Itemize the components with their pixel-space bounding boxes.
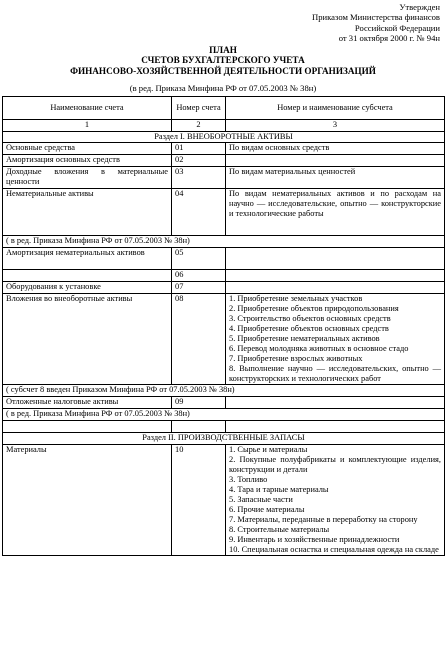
subaccount-item: 1. Сырье и материалы [229,445,308,454]
account-name: Амортизация нематериальных активов [3,248,172,270]
subaccount-item: 4. Приобретение объектов основных средств [229,324,389,333]
revision-note-row: ( в ред. Приказа Минфина РФ от 07.05.2003 № 38н) [3,236,445,248]
approval-line: от 31 октября 2000 г. № 94н [338,33,440,44]
subaccount-item: 2. Приобретение объектов природопользования [229,304,399,313]
account-number: 07 [172,282,226,294]
account-number: 05 [172,248,226,270]
table-row [3,167,445,189]
table-row [3,282,445,294]
document-title-line: СЧЕТОВ БУХГАЛТЕРСКОГО УЧЕТА [141,55,305,65]
account-number: 03 [172,167,226,189]
subaccount-item: 8. Выполнение научно — исследовательских, опытно — конструкторских и технологических работ [229,364,441,383]
table-row [3,143,445,155]
subaccount-item: 8. Строительные материалы [229,525,330,534]
section-row [3,132,445,143]
account-number: 04 [172,189,226,236]
account-number: 10 [172,445,226,556]
account-number: 02 [172,155,226,167]
subaccount [226,282,445,294]
subaccount-list [226,294,445,385]
approval-line: Утвержден [399,2,440,12]
subaccount: По видам материальных ценностей [226,167,445,189]
account-name: Оборудования к установке [3,282,172,294]
section-title: Раздел II. ПРОИЗВОДСТВЕННЫЕ ЗАПАСЫ [3,433,445,445]
subaccount-item: 3. Строительство объектов основных средств [229,314,391,323]
section-row [3,433,445,445]
table-row [3,397,445,409]
table-row [3,270,445,282]
note-row [3,409,445,421]
subaccount-item: 7. Приобретение взрослых животных [229,354,363,363]
revision-note-row: ( субсчет 8 введен Приказом Минфина РФ от 07.05.2003 № 38н) [3,385,445,397]
column-number: 1 [3,120,172,132]
approval-line: Приказом Министерства финансов [312,12,440,23]
table-row [3,421,445,433]
section-title: Раздел I. ВНЕОБОРОТНЫЕ АКТИВЫ [3,132,445,143]
column-number: 3 [226,120,445,132]
note-row [3,385,445,397]
column-header: Номер и наименование субсчета [226,97,445,120]
account-name: Основные средства [3,143,172,155]
subaccount-item: 7. Материалы, переданные в переработку на сторону [229,515,418,524]
column-number: 2 [172,120,226,132]
subaccount [226,155,445,167]
empty-cell [172,421,226,433]
subaccount-item: 10. Специальная оснастка и специальная одежда на складе [229,545,439,554]
subaccount [226,248,445,270]
table-row [3,248,445,270]
account-name: Доходные вложения в материальные ценности [3,167,172,189]
approval-block [240,2,440,44]
subaccount [226,397,445,409]
document-title-line: ФИНАНСОВО-ХОЗЯЙСТВЕННОЙ ДЕЯТЕЛЬНОСТИ ОРГАНИЗАЦИЙ [70,66,376,76]
subaccount-item: 1. Приобретение земельных участков [229,294,363,303]
column-header: Номер счета [172,97,226,120]
subaccount-item: 4. Тара и тарные материалы [229,485,329,494]
subaccount [226,270,445,282]
subaccount: По видам нематериальных активов и по расходам на научно — исследовательские, опытно — конструкторские и технологические работы [226,189,445,236]
revision-note-row: ( в ред. Приказа Минфина РФ от 07.05.2003 № 38н) [3,409,445,421]
subaccount-item: 3. Топливо [229,475,268,484]
table-header-row [3,97,445,120]
subaccount-item: 5. Приобретение нематериальных активов [229,334,380,343]
document-title: ПЛАН [209,45,237,55]
subaccount-list [226,445,445,556]
subaccount-item: 5. Запасные части [229,495,293,504]
accounts-table [2,96,445,556]
revision-note: (в ред. Приказа Минфина РФ от 07.05.2003 № 38н) [129,83,317,93]
account-number: 01 [172,143,226,155]
account-name: Амортизация основных средств [3,155,172,167]
account-name: Вложения во внеоборотные активы [3,294,172,385]
subaccount-item: 2. Покупные полуфабрикаты и комплектующие изделия, конструкции и детали [229,455,441,474]
account-name: Нематериальные активы [3,189,172,236]
account-name [3,270,172,282]
table-row [3,189,445,236]
account-number: 06 [172,270,226,282]
account-name: Отложенные налоговые активы [3,397,172,409]
approval-line: Российской Федерации [354,22,440,33]
table-row [3,445,445,556]
subaccount-item: 6. Прочие материалы [229,505,305,514]
table-row [3,155,445,167]
subaccount-item: 9. Инвентарь и хозяйственные принадлежности [229,535,400,544]
note-row [3,236,445,248]
subaccount: По видам основных средств [226,143,445,155]
empty-cell [3,421,172,433]
account-number: 09 [172,397,226,409]
table-row [3,294,445,385]
account-name: Материалы [3,445,172,556]
column-header: Наименование счета [3,97,172,120]
subaccount-item: 6. Перевод молодняка животных в основное стадо [229,344,409,353]
account-number: 08 [172,294,226,385]
column-number-row [3,120,445,132]
empty-cell [226,421,445,433]
